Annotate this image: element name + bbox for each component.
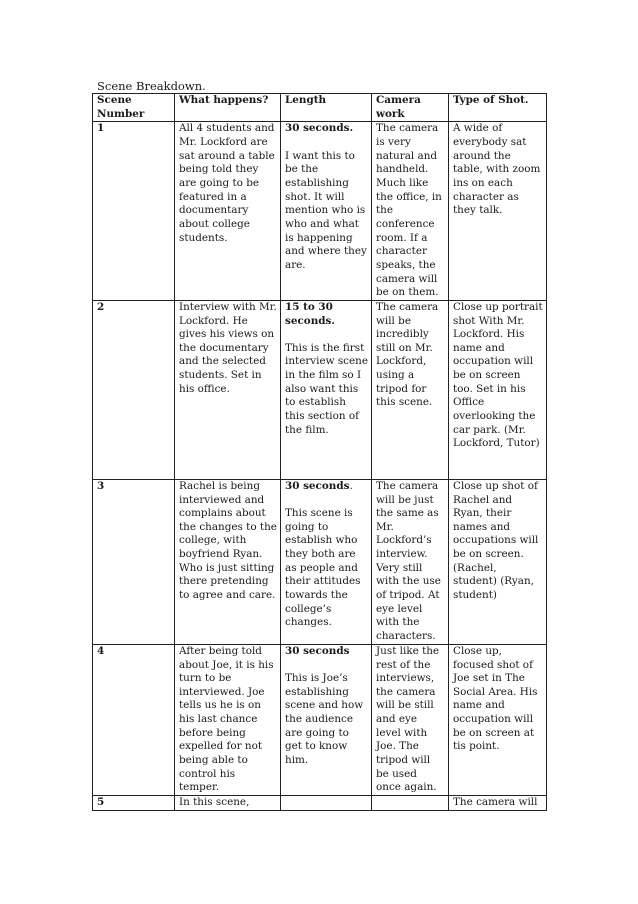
length-cell [281,796,372,811]
what-happens-cell: In this scene, [175,796,281,811]
type-of-shot-cell: Close up, focused shot of Joe set in The Social Area. His name and occupation will be on screen at tis point. [449,644,547,795]
type-of-shot-cell: Close up shot of Rachel and Ryan, their names and occupations will be on screen. (Rachel, student) (Ryan, student) [449,479,547,644]
header-what-happens: What happens? [175,94,281,122]
length-note: This is the first interview scene in the film so I also want this to establish this section of the film. [285,341,368,436]
table-row [93,644,547,795]
length-duration-suffix: . [349,479,353,492]
what-happens-cell: Interview with Mr. Lockford. He gives his views on the documentary and the selected students. Set in his office. [175,300,281,479]
length-cell [281,300,372,479]
what-happens-cell: After being told about Joe, it is his turn to be interviewed. Joe tells us he is on his last chance before being expelled for not being able to control his temper. [175,644,281,795]
header-length: Length [281,94,372,122]
document-heading: Scene Breakdown. [97,79,206,93]
scene-number-cell: 5 [93,796,175,811]
type-of-shot-cell: The camera will [449,796,547,811]
scene-breakdown-table [92,93,547,811]
length-cell [281,479,372,644]
table-row [93,796,547,811]
table-row [93,479,547,644]
length-duration: 15 to 30 seconds. [285,300,336,327]
header-scene-number: Scene Number [93,94,175,122]
length-cell [281,644,372,795]
camera-work-cell: The camera will be just the same as Mr. Lockford’s interview. Very still with the use of tripod. At eye level with the characters. [372,479,449,644]
length-note: This is Joe’s establishing scene and how the audience are going to get to know him. [285,672,364,767]
scene-number-cell: 1 [93,122,175,301]
table-header-row [93,94,547,122]
scene-number-cell: 3 [93,479,175,644]
type-of-shot-cell: Close up portrait shot With Mr. Lockford. His name and occupation will be on screen too. Set in his Office overlooking the car park. (Mr. Lockford, Tutor) [449,300,547,479]
scene-number-cell: 4 [93,644,175,795]
length-note: This scene is going to establish who they both are as people and their attitudes towards the college’s changes. [285,507,361,629]
camera-work-cell: The camera is very natural and handheld. Much like the office, in the conference room. If a character speaks, the camera will be on them. [372,122,449,301]
camera-work-cell [372,796,449,811]
scene-number-cell: 2 [93,300,175,479]
camera-work-cell: Just like the rest of the interviews, the camera will be still and eye level with Joe. The tripod will be used once again. [372,644,449,795]
length-duration: 30 seconds [285,479,350,492]
camera-work-cell: The camera will be incredibly still on Mr. Lockford, using a tripod for this scene. [372,300,449,479]
table-row [93,300,547,479]
table-row [93,122,547,301]
header-camera-work: Camera work [372,94,449,122]
length-cell [281,122,372,301]
type-of-shot-cell: A wide of everybody sat around the table, with zoom ins on each character as they talk. [449,122,547,301]
length-duration: 30 seconds [285,644,350,657]
what-happens-cell: Rachel is being interviewed and complains about the changes to the college, with boyfriend Ryan. Who is just sitting there pretending to agree and care. [175,479,281,644]
what-happens-cell: All 4 students and Mr. Lockford are sat around a table being told they are going to be featured in a documentary about college students. [175,122,281,301]
header-type-of-shot: Type of Shot. [449,94,547,122]
length-note: I want this to be the establishing shot. It will mention who is who and what is happening and where they are. [285,149,367,271]
length-duration: 30 seconds. [285,122,354,135]
